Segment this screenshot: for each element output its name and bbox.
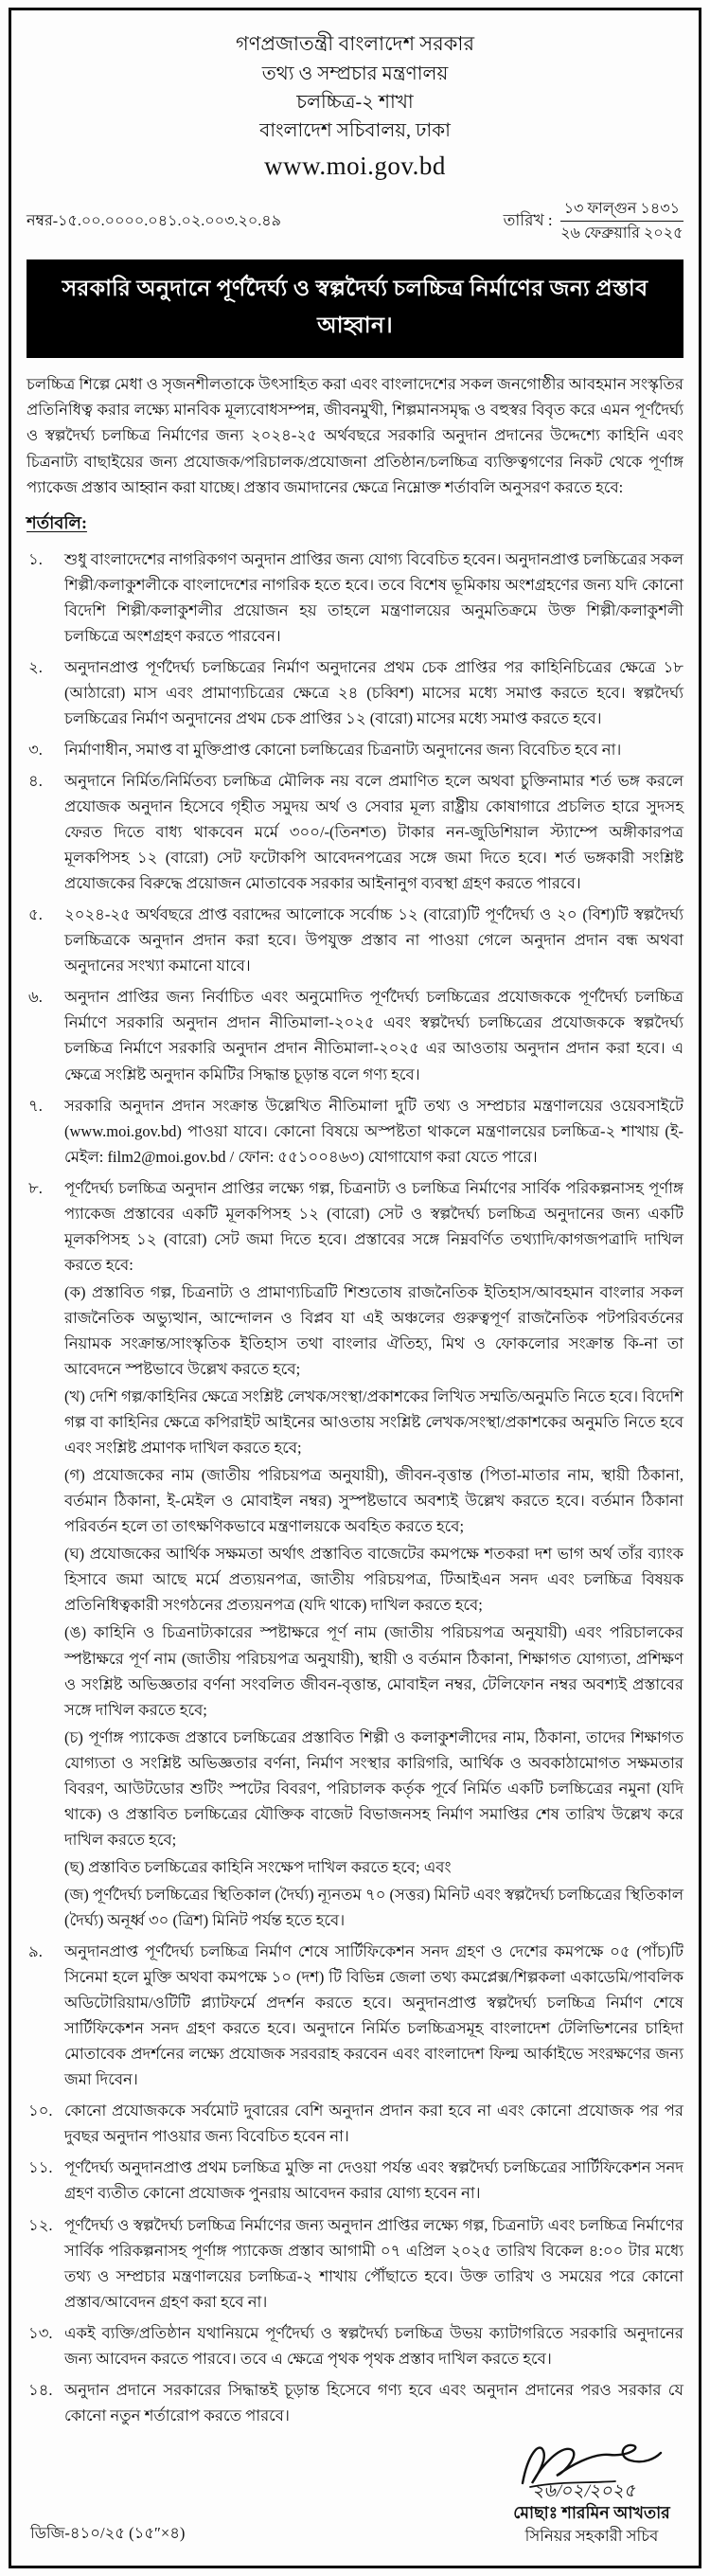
government-name: গণপ্রজাতন্ত্রী বাংলাদেশ সরকার bbox=[235, 32, 475, 55]
condition-paragraph: শুধু বাংলাদেশের নাগরিকগণ অনুদান প্রাপ্তির জন্য যোগ্য বিবেচিত হবেন। অনুদানপ্রাপ্ত চলচ্চিত্রের সকল শিল্পী/কলাকুশলীকে বাংলাদেশের নাগরিক হতে হবে। তবে বিশেষ ভূমিকায় অংশগ্রহণের জন্য যদি কোনো বিদেশি শিল্পী/কলাকুশলীর প্রয়োজন হয় তাহলে মন্ত্রণালয়ের অনুমতিক্রমে উক্ত শিল্পী/কলাকুশলী চলচ্চিত্রে অংশগ্রহণ করতে পারবেন। bbox=[64, 549, 683, 645]
secretariat-address: বাংলাদেশ সচিবালয়, ঢাকা bbox=[259, 119, 451, 141]
condition-sub-item: (খ) দেশি গল্প/কাহিনির ক্ষেত্রে সংশ্লিষ্ট লেখক/সংস্থা/প্রকাশকের লিখিত সম্মতি/অনুমতি নিতে হবে। বিদেশি গল্প বা কাহিনির ক্ষেত্রে কপিরাইট আইনের আওতায় সংশ্লিষ্ট লেখক/সংস্থা/প্রকাশকের অনুমতি নিতে হবে এবং সংশ্লিষ্ট প্রমাণক দাখিল করতে হবে; bbox=[64, 1387, 683, 1458]
condition-paragraph: অনুদানপ্রাপ্ত পূর্ণদৈর্ঘ্য চলচ্চিত্র নির্মাণ শেষে সার্টিফিকেশন সনদ গ্রহণ ও দেশের কমপক্ষে ০৫ (পাঁচ)টি সিনেমা হলে মুক্তি অথবা কমপক্ষে ১০ (দশ) টি বিভিন্ন জেলা তথ্য কমপ্লেক্স/শিল্পকলা একাডেমি/পাবলিক অডিটোরিয়াম/ওটিটি প্ল্যাটফর্মে প্রদর্শন করতে হবে। অনুদানপ্রাপ্ত স্বল্পদৈর্ঘ্য চলচ্চিত্র নির্মাণ শেষে সার্টিফিকেশন সনদ গ্রহণ করতে হবে। অনুদানে নির্মিত চলচ্চিত্রসমূহ বাংলাদেশ টেলিভিশনের চাহিদা মোতাবেক প্রদর্শনের লক্ষ্যে প্রযোজক সরবরাহ করবেন এবং বাংলাদেশ ফিল্ম আর্কাইভে সংরক্ষণের জন্য জমা দিবেন। bbox=[64, 1942, 683, 2089]
condition-body bbox=[64, 654, 683, 731]
condition-paragraph: পূর্ণদৈর্ঘ্য ও স্বল্পদৈর্ঘ্য চলচ্চিত্র নির্মাণের জন্য অনুদান প্রাপ্তির লক্ষ্যে গল্প, চিত্রনাট্য এবং চলচ্চিত্র নির্মাণের সার্বিক পরিকল্পনাসহ পূর্ণাঙ্গ প্যাকেজ প্রস্তাব আগামী ০৭ এপ্রিল ২০২৫ তারিখ বিকেল ৪:০০ টার মধ্যে তথ্য ও সম্প্রচার মন্ত্রণালয়ের চলচ্চিত্র-২ শাখায় পৌঁছাতে হবে। উক্ত তারিখ ও সময়ের পরে কোনো প্রস্তাব/আবেদন গ্রহণ করা হবে না। bbox=[64, 2215, 683, 2311]
condition-body bbox=[64, 546, 683, 649]
condition-number: ৫. bbox=[28, 905, 43, 924]
condition-paragraph: কোনো প্রযোজককে সর্বমোট দুবারের বেশি অনুদান প্রদান করা হবে না এবং কোনো প্রযোজক পর পর দুবছর অনুদান পাওয়ার জন্য বিবেচিত হবেন না। bbox=[64, 2102, 683, 2146]
condition-sub-item: (ঘ) প্রযোজকের আর্থিক সক্ষমতা অর্থাৎ প্রস্তাবিত বাজেটের কমপক্ষে শতকরা দশ ভাগ অর্থ তাঁর ব্যাংক হিসাবে জমা আছে মর্মে প্রত্যয়নপত্র, জাতীয় পরিচয়পত্র, টিআইএন সনদ এবং চলচ্চিত্র বিষয়ক প্রতিনিধিত্বকারী সংগঠনের প্রত্যয়নপত্র (যদি থাকে) দাখিল করতে হবে; bbox=[64, 1545, 683, 1615]
condition-item bbox=[27, 654, 683, 731]
condition-body bbox=[64, 2212, 683, 2315]
date-gregorian-calendar: ২৬ ফেব্রুয়ারি ২০২৫ bbox=[560, 225, 683, 242]
condition-paragraph: একই ব্যক্তি/প্রতিষ্ঠান যথানিয়মে পূর্ণদৈর্ঘ্য ও স্বল্পদৈর্ঘ্য চলচ্চিত্র উভয় ক্যাটাগরিতে সরকারি অনুদানের জন্য আবেদন করতে পারবে। তবে এ ক্ষেত্রে পৃথক পৃথক প্রস্তাব দাখিল করতে হবে। bbox=[64, 2323, 683, 2368]
condition-body bbox=[64, 2098, 683, 2149]
condition-item bbox=[27, 546, 683, 649]
letterhead bbox=[27, 29, 683, 185]
condition-number: ৪. bbox=[28, 771, 43, 790]
condition-number: ৬. bbox=[28, 988, 43, 1007]
condition-number: ২. bbox=[28, 657, 43, 676]
date-block bbox=[504, 198, 683, 244]
condition-body bbox=[64, 768, 683, 896]
date-bangla-calendar: ১৩ ফাল্গুন ১৪৩১ bbox=[560, 198, 683, 222]
footer-row bbox=[27, 2434, 683, 2550]
condition-number: ৮. bbox=[28, 1178, 43, 1197]
condition-item bbox=[27, 902, 683, 978]
condition-number: ৯. bbox=[28, 1942, 43, 1961]
condition-sub-item: (গ) প্রযোজকের নাম (জাতীয় পরিচয়পত্র অনুযায়ী), জীবন-বৃত্তান্ত (পিতা-মাতার নাম, স্থায়ী ঠিকানা, বর্তমান ঠিকানা, ই-মেইল ও মোবাইল নম্বর) সুস্পষ্টভাবে অবশ্যই উল্লেখ করতে হবে। বর্তমান ঠিকানা পরিবর্তন হলে তা তাৎক্ষণিকভাবে মন্ত্রণালয়কে অবহিত করতে হবে; bbox=[64, 1466, 683, 1536]
notice-border-frame bbox=[9, 8, 701, 2568]
condition-item bbox=[27, 737, 683, 762]
conditions-heading: শর্তাবলি: bbox=[27, 512, 87, 532]
condition-item bbox=[27, 2155, 683, 2206]
condition-item bbox=[27, 1093, 683, 1170]
condition-sub-item: (চ) পূর্ণাঙ্গ প্যাকেজ প্রস্তাবে চলচ্চিত্রের প্রস্তাবিত শিল্পী ও কলাকুশলীদের নাম, ঠিকানা, তাদের শিক্ষাগত যোগ্যতা ও সংশ্লিষ্ট অভিজ্ঞতার বর্ণনা, নির্মাণ সংস্থার কারিগরি, আর্থিক ও অবকাঠামোগত সক্ষমতার বিবরণ, আউটডোর শুটিং স্পটের বিবরণ, পরিচালক কর্তৃক পূর্বে নির্মিত একটি চলচ্চিত্রের নমুনা (যদি থাকে) ও প্রস্তাবিত চলচ্চিত্রের যৌক্তিক বাজেট বিভাজনসহ নির্মাণ সমাপ্তির শেষ তারিখ উল্লেখ করে দাখিল করতে হবে; bbox=[64, 1727, 683, 1849]
ministry-name: তথ্য ও সম্প্রচার মন্ত্রণালয় bbox=[261, 63, 449, 84]
condition-paragraph: ২০২৪-২৫ অর্থবছরে প্রাপ্ত বরাদ্দের আলোকে সর্বোচ্চ ১২ (বারো)টি পূর্ণদৈর্ঘ্য ও ২০ (বিশ)টি স্বল্পদৈর্ঘ্য চলচ্চিত্রকে অনুদান প্রদান করা হবে। উপযুক্ত প্রস্তাব না পাওয়া গেলে অনুদান প্রদান বন্ধ অথবা অনুদানের সংখ্যা কমানো যাবে। bbox=[64, 905, 683, 975]
condition-body bbox=[64, 902, 683, 978]
condition-body bbox=[64, 737, 683, 762]
condition-number: ১২. bbox=[28, 2215, 53, 2234]
condition-item bbox=[27, 2320, 683, 2371]
condition-paragraph: অনুদান প্রদানে সরকারের সিদ্ধান্তই চূড়ান্ত হিসেবে গণ্য হবে এবং অনুদান প্রদানের পরও সরকার যে কোনো নতুন শর্তারোপ করতে পারবে। bbox=[64, 2380, 683, 2424]
condition-paragraph: অনুদানে নির্মিত/নির্মিতব্য চলচ্চিত্র মৌলিক নয় বলে প্রমাণিত হলে অথবা চুক্তিনামার শর্ত ভঙ্গ করলে প্রযোজক অনুদান হিসেবে গৃহীত সমুদয় অর্থ ও সেবার মূল্য রাষ্ট্রীয় কোষাগারে প্রচলিত হারে সুদসহ ফেরত দিতে বাধ্য থাকবেন মর্মে ৩০০/-(তিনশত) টাকার নন-জুডিশিয়াল স্ট্যাম্পে অঙ্গীকারপত্র মূলকপিসহ ১২ (বারো) সেট ফটোকপি আবেদনপত্রের সঙ্গে জমা দিতে হবে। শর্ত ভঙ্গকারী সংশ্লিষ্ট প্রযোজকের বিরুদ্ধে প্রয়োজন মোতাবেক সরকার আইনানুগ ব্যবস্থা গ্রহণ করতে পারবে। bbox=[64, 771, 683, 893]
condition-sub-item: (ছ) প্রস্তাবিত চলচ্চিত্রের কাহিনি সংক্ষেপ দাখিল করতে হবে; এবং bbox=[64, 1857, 452, 1876]
ministry-website: www.moi.gov.bd bbox=[264, 151, 446, 180]
condition-paragraph: পূর্ণদৈর্ঘ্য অনুদানপ্রাপ্ত প্রথম চলচ্চিত্র মুক্তি না দেওয়া পর্যন্ত এবং স্বল্পদৈর্ঘ্য চলচ্চিত্রের সার্টিফিকেশন সনদ গ্রহণ ব্যতীত কোনো প্রযোজক পুনরায় আবেদন করার যোগ্য হবেন না। bbox=[64, 2158, 683, 2203]
condition-sub-item: (জ) পূর্ণদৈর্ঘ্য চলচ্চিত্রের স্থিতিকাল (দৈর্ঘ্য) ন্যূনতম ৭০ (সত্তর) মিনিট এবং স্বল্পদৈর্ঘ্য চলচ্চিত্রের স্থিতিকাল (দৈর্ঘ্য) অনূর্ধ্ব ৩০ (ত্রিশ) মিনিট পর্যন্ত হতে হবে। bbox=[64, 1885, 683, 1929]
condition-body bbox=[64, 1939, 683, 2092]
condition-paragraph: অনুদানপ্রাপ্ত পূর্ণদৈর্ঘ্য চলচ্চিত্রের নির্মাণ অনুদানের প্রথম চেক প্রাপ্তির পর কাহিনিচিত্রের ক্ষেত্রে ১৮ (আঠারো) মাস এবং প্রামাণ্যচিত্রের ক্ষেত্রে ২৪ (চব্বিশ) মাসের মধ্যে সমাপ্ত করতে হবে। স্বল্পদৈর্ঘ্য চলচ্চিত্রের নির্মাণ অনুদানের প্রথম চেক প্রাপ্তির ১২ (বারো) মাসের মধ্যে সমাপ্ত করতে হবে। bbox=[64, 657, 683, 727]
branch-name: চলচ্চিত্র-২ শাখা bbox=[296, 91, 414, 113]
signatory-title: সিনিয়র সহকারী সচিব bbox=[524, 2527, 659, 2546]
condition-sub-item: (ঙ) কাহিনি ও চিত্রনাট্যকারের স্পষ্টাক্ষরে পূর্ণ নাম (জাতীয় পরিচয়পত্র অনুযায়ী) এবং পরিচালকের স্পষ্টাক্ষরে পূর্ণ নাম (জাতীয় পরিচয়পত্র অনুযায়ী), স্থায়ী ও বর্তমান ঠিকানা, শিক্ষাগত যোগ্যতা, প্রশিক্ষণ ও সংশ্লিষ্ট অভিজ্ঞতার বর্ণনা সংবলিত জীবন-বৃত্তান্ত, মোবাইল নম্বর, টেলিফোন নম্বর অবশ্যই প্রস্তাবের সঙ্গে দাখিল করতে হবে; bbox=[64, 1623, 683, 1719]
condition-number: ১৩. bbox=[28, 2323, 53, 2342]
signature-handwritten-date: ২৬/০২/২০২৫ bbox=[531, 2481, 639, 2501]
conditions-list bbox=[27, 546, 683, 2434]
condition-number: ৩. bbox=[28, 740, 43, 759]
condition-paragraph: অনুদান প্রাপ্তির জন্য নির্বাচিত এবং অনুমোদিত পূর্ণদৈর্ঘ্য চলচ্চিত্রের প্রযোজককে পূর্ণদৈর্ঘ্য চলচ্চিত্র নির্মাণে সরকারি অনুদান প্রদান নীতিমালা-২০২৫ এবং স্বল্পদৈর্ঘ্য চলচ্চিত্রের প্রযোজককে স্বল্পদৈর্ঘ্য চলচ্চিত্র নির্মাণে সরকারি অনুদান প্রদান নীতিমালা-২০২৫ এর আওতায় অনুদান প্রদান করা হবে। এ ক্ষেত্রে সংশ্লিষ্ট অনুদান কমিটির সিদ্ধান্ত চূড়ান্ত বলে গণ্য হবে। bbox=[64, 988, 683, 1083]
memo-meta-row bbox=[27, 198, 683, 244]
notice-title-bar: সরকারি অনুদানে পূর্ণদৈর্ঘ্য ও স্বল্পদৈর্ঘ্য চলচ্চিত্র নির্মাণের জন্য প্রস্তাব আহ্বান। bbox=[27, 259, 683, 358]
condition-number: ১. bbox=[28, 549, 43, 568]
date-fraction bbox=[560, 198, 683, 244]
condition-paragraph: পূর্ণদৈর্ঘ্য চলচ্চিত্র অনুদান প্রাপ্তির লক্ষ্যে গল্প, চিত্রনাট্য ও চলচ্চিত্র নির্মাণের সার্বিক পরিকল্পনাসহ পূর্ণাঙ্গ প্যাকেজ প্রস্তাবের একটি মূলকপিসহ ১২ (বারো) সেট ও স্বল্পদৈর্ঘ্য চলচ্চিত্র অনুদানের জন্য একটি মূলকপিসহ ১২ (বারো) সেট জমা দিতে হবে। প্রস্তাবের সঙ্গে নিম্নবর্ণিত তথ্যাদি/কাগজপত্রাদি দাখিল করতে হবে: bbox=[64, 1178, 683, 1274]
condition-body bbox=[64, 1093, 683, 1170]
condition-body bbox=[64, 2155, 683, 2206]
memo-number: নম্বর-১৫.০০.০০০০.০৪১.০২.০০৩.২০.৪৯ bbox=[27, 213, 282, 230]
condition-sub-item: (ক) প্রস্তাবিত গল্প, চিত্রনাট্য ও প্রামাণ্যচিত্রটি শিশুতোষ রাজনৈতিক ইতিহাস/আবহমান বাংলার সকল রাজনৈতিক অভ্যুত্থান, আন্দোলন ও বিপ্লব যা এই অঞ্চলের গুরুত্বপূর্ণ রাজনৈতিক পটপরিবর্তনের নিয়ামক সংক্রান্ত/সাংস্কৃতিক ইতিহাস তথা বাংলার ঐতিহ্য, মিথ ও ফোকলোর সংক্রান্ত কি-না তা আবেদনে স্পষ্টভাবে উল্লেখ করতে হবে; bbox=[64, 1282, 683, 1379]
date-label: তারিখ : bbox=[503, 210, 553, 229]
condition-paragraph: সরকারি অনুদান প্রদান সংক্রান্ত উল্লেখিত নীতিমালা দুটি তথ্য ও সম্প্রচার মন্ত্রণালয়ের ওয়েবসাইটে (www.moi.gov.bd) পাওয়া যাবে। কোনো বিষয়ে অস্পষ্টতা থাকলে মন্ত্রণালয়ের চলচ্চিত্র-২ শাখায় (ই-মেইল: film2@moi.gov.bd / ফোন: ৫৫১০০৪৬৩) যোগাযোগ করা যেতে পারে। bbox=[64, 1096, 683, 1166]
condition-item bbox=[27, 984, 683, 1086]
print-reference-code: ডিজি-৪১০/২৫ (১৫″×৪) bbox=[30, 2524, 186, 2543]
condition-number: ১১. bbox=[28, 2158, 53, 2177]
condition-item bbox=[27, 2098, 683, 2149]
signature-block bbox=[511, 2434, 683, 2547]
condition-item bbox=[27, 2212, 683, 2315]
condition-item bbox=[27, 768, 683, 896]
condition-number: ১০. bbox=[28, 2102, 53, 2120]
condition-item bbox=[27, 1939, 683, 2092]
condition-item bbox=[27, 2377, 683, 2428]
condition-body bbox=[64, 1175, 683, 1933]
condition-body bbox=[64, 984, 683, 1086]
condition-item bbox=[27, 1175, 683, 1933]
condition-number: ১৪. bbox=[28, 2380, 53, 2399]
condition-body bbox=[64, 2320, 683, 2371]
signature-scribble-icon bbox=[511, 2434, 672, 2504]
condition-paragraph: নির্মাণাধীন, সমাপ্ত বা মুক্তিপ্রাপ্ত কোনো চলচ্চিত্রের চিত্রনাট্য অনুদানের জন্য বিবেচিত হবে না। bbox=[64, 740, 622, 759]
intro-paragraph: চলচ্চিত্র শিল্পে মেধা ও সৃজনশীলতাকে উৎসাহিত করা এবং বাংলাদেশের সকল জনগোষ্ঠীর আবহমান সংস্কৃতির প্রতিনিধিত্ব করার লক্ষ্যে মানবিক মূল্যবোধসম্পন্ন, জীবনমুখী, শিল্পমানসমৃদ্ধ ও বহুস্বর বিবৃত করে এমন পূর্ণদৈর্ঘ্য ও স্বল্পদৈর্ঘ্য চলচ্চিত্র নির্মাণের জন্য ২০২৪-২৫ অর্থবছরে সরকারি অনুদান প্রদানের উদ্দেশ্যে কাহিনি এবং চিত্রনাট্য বাছাইয়ের জন্য প্রযোজক/পরিচালক/প্রযোজনা প্রতিষ্ঠান/চলচ্চিত্র ব্যক্তিত্বগণের নিকট থেকে পূর্ণাঙ্গ প্যাকেজ প্রস্তাব আহ্বান করা যাচ্ছে। প্রস্তাব জমাদানের ক্ষেত্রে নিম্নোক্ত শর্তাবলি অনুসরণ করতে হবে: bbox=[27, 375, 683, 496]
condition-body bbox=[64, 2377, 683, 2428]
condition-number: ৭. bbox=[28, 1096, 43, 1115]
signatory-name: মোছাঃ শারমিন আখতার bbox=[513, 2502, 670, 2522]
